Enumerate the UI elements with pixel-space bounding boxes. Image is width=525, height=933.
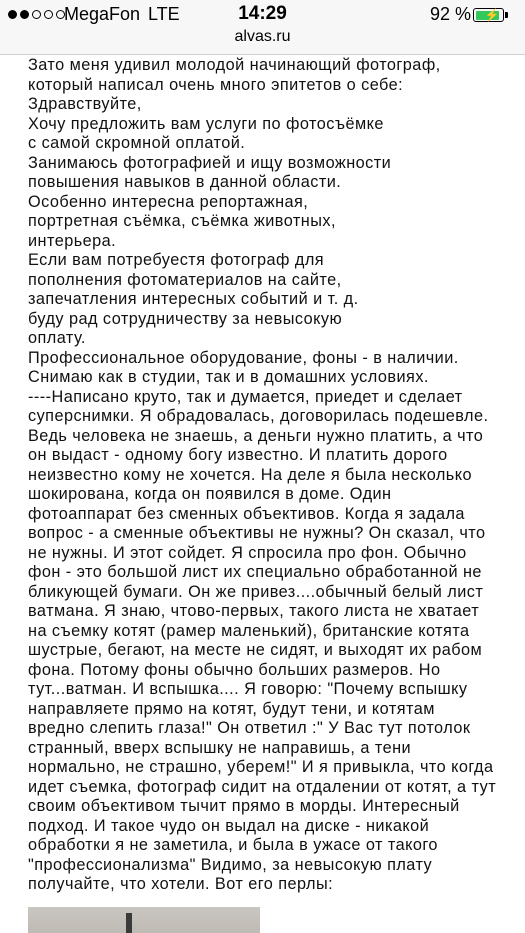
status-bar [0, 0, 525, 30]
article-text-line: получайте, что хотели. Вот его перлы: [28, 875, 334, 893]
article-text-line: фона. Потому фоны обычно больших размеров. Но [28, 660, 441, 679]
article-text-line: обработки я не заметила, и была в ужасе от такого [28, 836, 438, 854]
article-text-line: суперснимки. Я обрадовалась, договорилась подешевле. [28, 407, 489, 425]
article-text-line: неизвестно кому не хочется. На деле я была несколько [28, 465, 473, 484]
article-text-line: Хочу предложить вам услуги по фотосъёмке [28, 114, 384, 133]
article-text-line: Если вам потребуестя фотограф для [28, 251, 325, 269]
battery-fill [476, 7, 500, 22]
carrier-name: MegaFon [64, 4, 141, 24]
article-text-line: ----Написано круто, так и думается, приедет и сделает [28, 387, 463, 406]
article-text-line: бликующей бумаги. Он же привез....обычный белый лист [28, 582, 484, 601]
article-text-line: запечатления интересных событий и т. д. [28, 290, 359, 308]
article-text-line: вопрос - а сменные объективы не нужны? Он сказал, что [28, 524, 486, 542]
article-text-line: Зато меня удивил молодой начинающий фотограф, [28, 56, 441, 74]
article-text-line: буду рад сотрудничеству за невысокую [28, 309, 343, 328]
article-text-line: который написал очень много эпитетов о себе: [28, 75, 404, 94]
article-text-line: ватмана. Я знаю, чтово-первых, такого листа не хватает [28, 602, 480, 620]
article-text-line: Профессиональное оборудование, фоны - в наличии. [28, 348, 459, 367]
article-text-line: на съемку котят (рамер маленький), британские котята [28, 621, 470, 640]
article-text-line: Здравствуйте, [28, 95, 142, 113]
article-text-line: Ведь человека не знаешь, а деньги нужно платить, а что [28, 426, 484, 445]
article-text-line: с самой скромной оплатой. [28, 134, 246, 152]
battery-icon [473, 8, 504, 22]
article-text-line: тут...ватман. И вспышка.... Я говорю: "Почему вспышку [28, 680, 468, 698]
article-text-line: интерьера. [28, 231, 117, 250]
article-text-line: фон - это большой лист их специально обработанной не [28, 563, 482, 581]
photo-detail [126, 913, 132, 933]
article-text-line: подход. И такое чудо он выдал на диске - никакой [28, 816, 430, 835]
article-text-line: Особенно интересна репортажная, [28, 192, 309, 211]
article-text-line: шустрые, бегают, на месте не сидят, и выходят их рабом [28, 641, 483, 659]
article-text-line: не нужны. И этот сойдет. Я спросила про фон. Обычно [28, 543, 467, 562]
article-text-line: "профессионализма" Видимо, за невысокую плату [28, 855, 433, 874]
article-text-line: он выдаст - одному богу известно. И платить дорого [28, 446, 448, 464]
article-text-line: своим объективом тычит прямо в морды. Интересный [28, 797, 460, 815]
article-text-line: оплату. [28, 329, 86, 347]
browser-chrome [0, 0, 525, 55]
article-text-line: Снимаю как в студии, так и в домашних условиях. [28, 368, 429, 386]
article-text-line: странный, вверх вспышку не направишь, а тени [28, 738, 412, 757]
article-text-line: повышения навыков в данной области. [28, 173, 342, 191]
article-text-line: пополнения фотоматериалов на сайте, [28, 270, 342, 289]
article-text-line: направляете прямо на котят, будут тени, и котятам [28, 699, 435, 718]
status-time: 14:29 [238, 3, 287, 24]
battery-percent: 92 % [430, 4, 472, 24]
article-text-line: портретная съёмка, съёмка животных, [28, 212, 336, 230]
article-text-line: нормально, не страшно, уберем!" И я привыкла, что когда [28, 758, 494, 776]
article-text-line: Занимаюсь фотографией и ищу возможности [28, 153, 392, 172]
battery-tip [505, 12, 508, 18]
address-bar[interactable]: alvas.ru [234, 28, 291, 45]
article-body [0, 55, 525, 933]
article-photo [28, 907, 260, 933]
article-text-line: шокирована, когда он появился в доме. Один [28, 485, 392, 503]
network-type: LTE [148, 4, 180, 24]
article-text-line: идет съемка, фотограф сидит на отдалении от котят, а тут [28, 777, 497, 796]
article-text-line: фотоаппарат без сменных объективов. Когда я задала [28, 504, 465, 523]
article-text-line: вредно слепить глаза!" Он ответил :" У Вас тут потолок [28, 719, 471, 737]
charging-bolt-icon: ⚡ [484, 7, 500, 22]
